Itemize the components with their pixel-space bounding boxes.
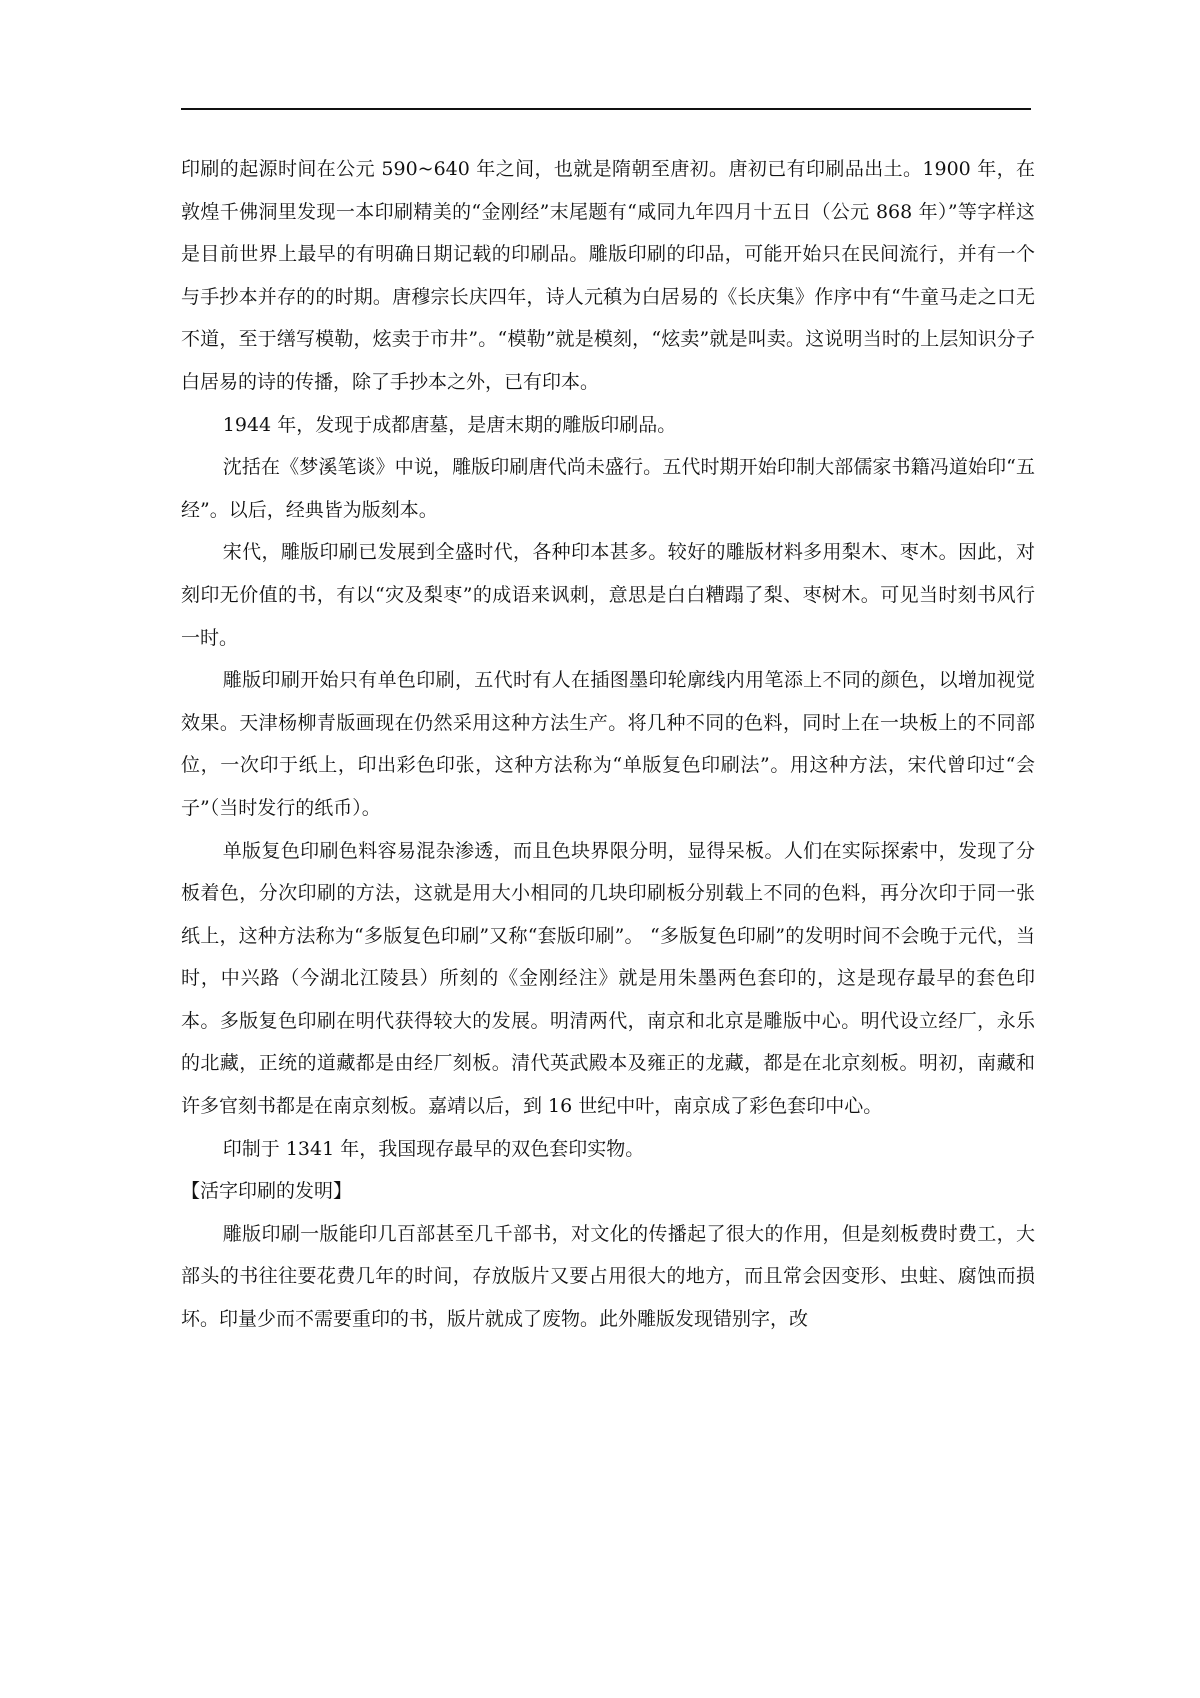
paragraph-1341: 印制于 1341 年，我国现存最早的双色套印实物。 bbox=[222, 1137, 645, 1160]
paragraph-single-color: 雕版印刷开始只有单色印刷，五代时有人在插图墨印轮廓线内用笔添上不同的颜色，以增加视觉效果。天津杨柳青版画现在仍然采用这种方法生产。将几种不同的色料，同时上在一块板上的不同部位，一次印于纸上，印出彩色印张，这种方法称为“单版复色印刷法”。用这种方法，宋代曾印过“会子”（当时发行的纸币）。 bbox=[181, 669, 1035, 819]
paragraph-1944: 1944 年，发现于成都唐墓，是唐末期的雕版印刷品。 bbox=[222, 413, 677, 436]
paragraph-multi-color: 单版复色印刷色料容易混杂渗透，而且色块界限分明，显得呆板。人们在实际探索中，发现了分板着色，分次印刷的方法，这就是用大小相同的几块印刷板分别载上不同的色料，再分次印于同一张纸上，这种方法称为“多版复色印刷”又称“套版印刷”。 “多版复色印刷”的发明时间不会晚于元代，当时，中兴路（今湖北江陵县）所刻的《金刚经注》就是用朱墨两色套印的，这是现存最早的套色印本。多版复色印刷在明代获得较大的发展。明清两代，南京和北京是雕版中心。明代设立经厂，永乐的北藏，正统的道藏都是由经厂刻板。清代英武殿本及雍正的龙藏，都是在北京刻板。明初，南藏和许多官刻书都是在南京刻板。嘉靖以后，到 16 世纪中叶，南京成了彩色套印中心。 bbox=[181, 839, 1035, 1118]
section-heading: 【活字印刷的发明】 bbox=[181, 1180, 353, 1203]
paragraph-origin: 印刷的起源时间在公元 590~640 年之间，也就是隋朝至唐初。唐初已有印刷品出土。1900 年，在敦煌千佛洞里发现一本印刷精美的“金刚经”末尾题有“咸同九年四月十五日（公元 868 年）”等字样这是目前世界上最早的有明确日期记载的印刷品。雕版印刷的印品，可能开始只在民间流行，并有一个与手抄本并存的的时期。唐穆宗长庆四年，诗人元稹为白居易的《长庆集》作序中有“牛童马走之口无不道，至于缮写模勒，炫卖于市井”。“模勒”就是模刻，“炫卖”就是叫卖。这说明当时的上层知识分子白居易的诗的传播，除了手抄本之外，已有印本。 bbox=[181, 158, 1035, 393]
paragraph-song-dynasty: 宋代，雕版印刷已发展到全盛时代，各种印本甚多。较好的雕版材料多用梨木、枣木。因此，对刻印无价值的书，有以“灾及梨枣”的成语来讽刺，意思是白白糟蹋了梨、枣树木。可见当时刻书风行一时。 bbox=[181, 541, 1035, 649]
header-rule bbox=[181, 108, 1031, 110]
paragraph-movable-type: 雕版印刷一版能印几百部甚至几千部书，对文化的传播起了很大的作用，但是刻板费时费工，大部头的书往往要花费几年的时间，存放版片又要占用很大的地方，而且常会因变形、虫蛀、腐蚀而损坏。印量少而不需要重印的书，版片就成了废物。此外雕版发现错别字，改 bbox=[181, 1222, 1035, 1331]
paragraph-shen-kuo: 沈括在《梦溪笔谈》中说，雕版印刷唐代尚未盛行。五代时期开始印制大部儒家书籍冯道始印“五经”。以后，经典皆为版刻本。 bbox=[181, 456, 1035, 521]
document-body bbox=[181, 148, 1035, 1341]
